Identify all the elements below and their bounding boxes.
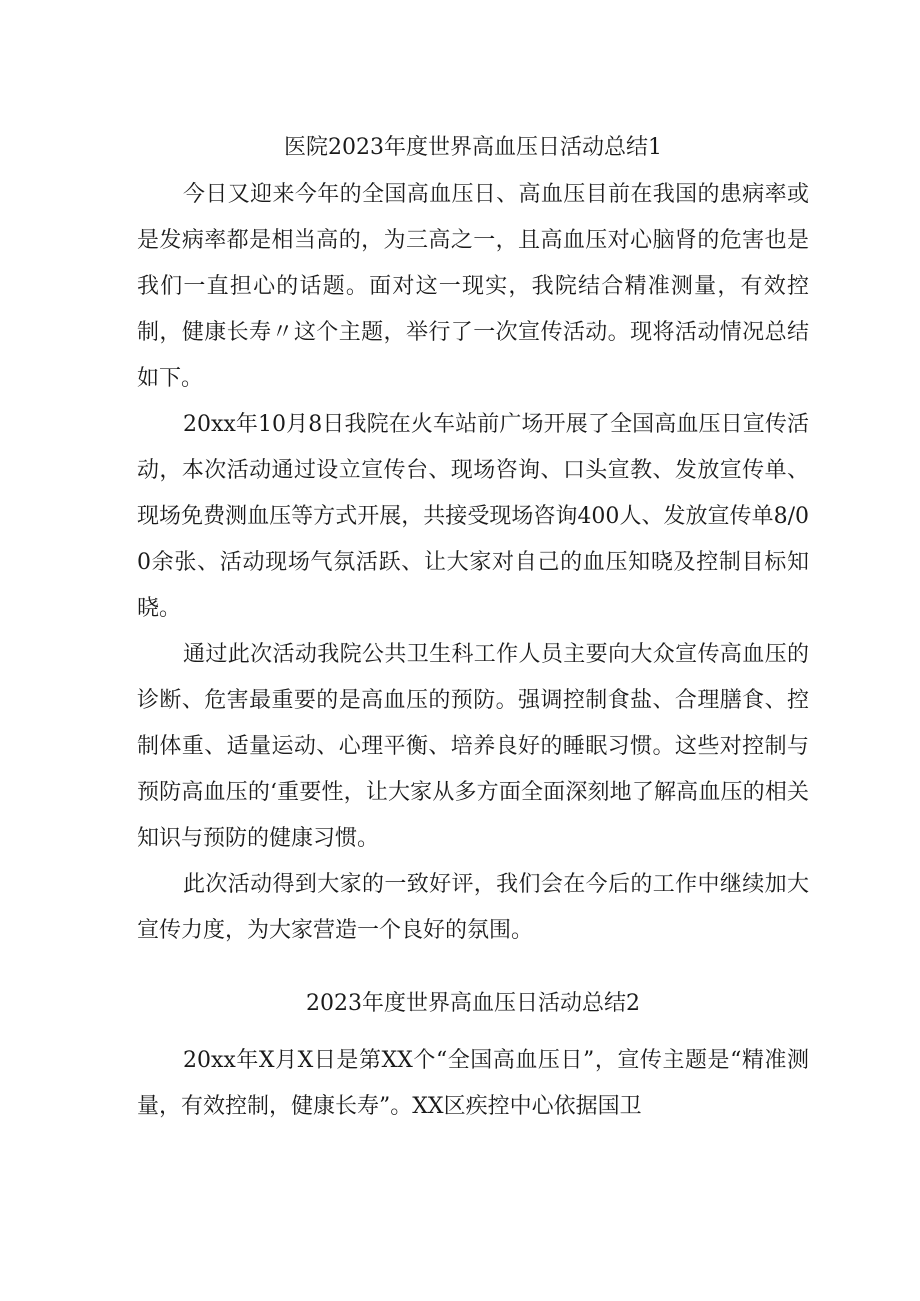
section-1-paragraph-3: 通过此次活动我院公共卫生科工作人员主要向大众宣传高血压的诊断、危害最重要的是高血压的预防。强调控制食盐、合理膳食、控制体重、适量运动、心理平衡、培养良好的睡眠习惯。这些对控制与预防高血压的‘重要性，让大家从多方面全面深刻地了解高血压的相关知识与预防的健康习惯。 — [137, 642, 809, 851]
section-1-paragraph-2: 20xx年10月8日我院在火车站前广场开展了全国高血压日宣传活动，本次活动通过设立宣传台、现场咨询、口头宣教、发放宣传单、现场免费测血压等方式开展，共接受现场咨询400人、发放宣传单8/00余张、活动现场气氛活跃、让大家对自己的血压知晓及控制目标知晓。 — [137, 412, 809, 621]
section-2-title: 2023年度世界高血压日活动总结2 — [306, 991, 640, 1016]
section-1-paragraph-4: 此次活动得到大家的一致好评，我们会在今后的工作中继续加大宣传力度，为大家营造一个良好的氛围。 — [137, 872, 809, 943]
section-1-title: 医院2023年度世界高血压日活动总结1 — [284, 135, 662, 160]
section-2-paragraph-1: 20xx年X月X日是第XX个“全国高血压日”，宣传主题是“精准测量，有效控制，健康长寿”。XX区疾控中心依据国卫 — [137, 1048, 809, 1119]
section-1-paragraph-1: 今日又迎来今年的全国高血压日、高血压目前在我国的患病率或是发病率都是相当高的，为三高之一，且高血压对心脑肾的危害也是我们一直担心的话题。面对这一现实，我院结合精准测量，有效控制，健康长寿〃这个主题，举行了一次宣传活动。现将活动情况总结如下。 — [137, 182, 809, 391]
document-body — [137, 124, 809, 1130]
